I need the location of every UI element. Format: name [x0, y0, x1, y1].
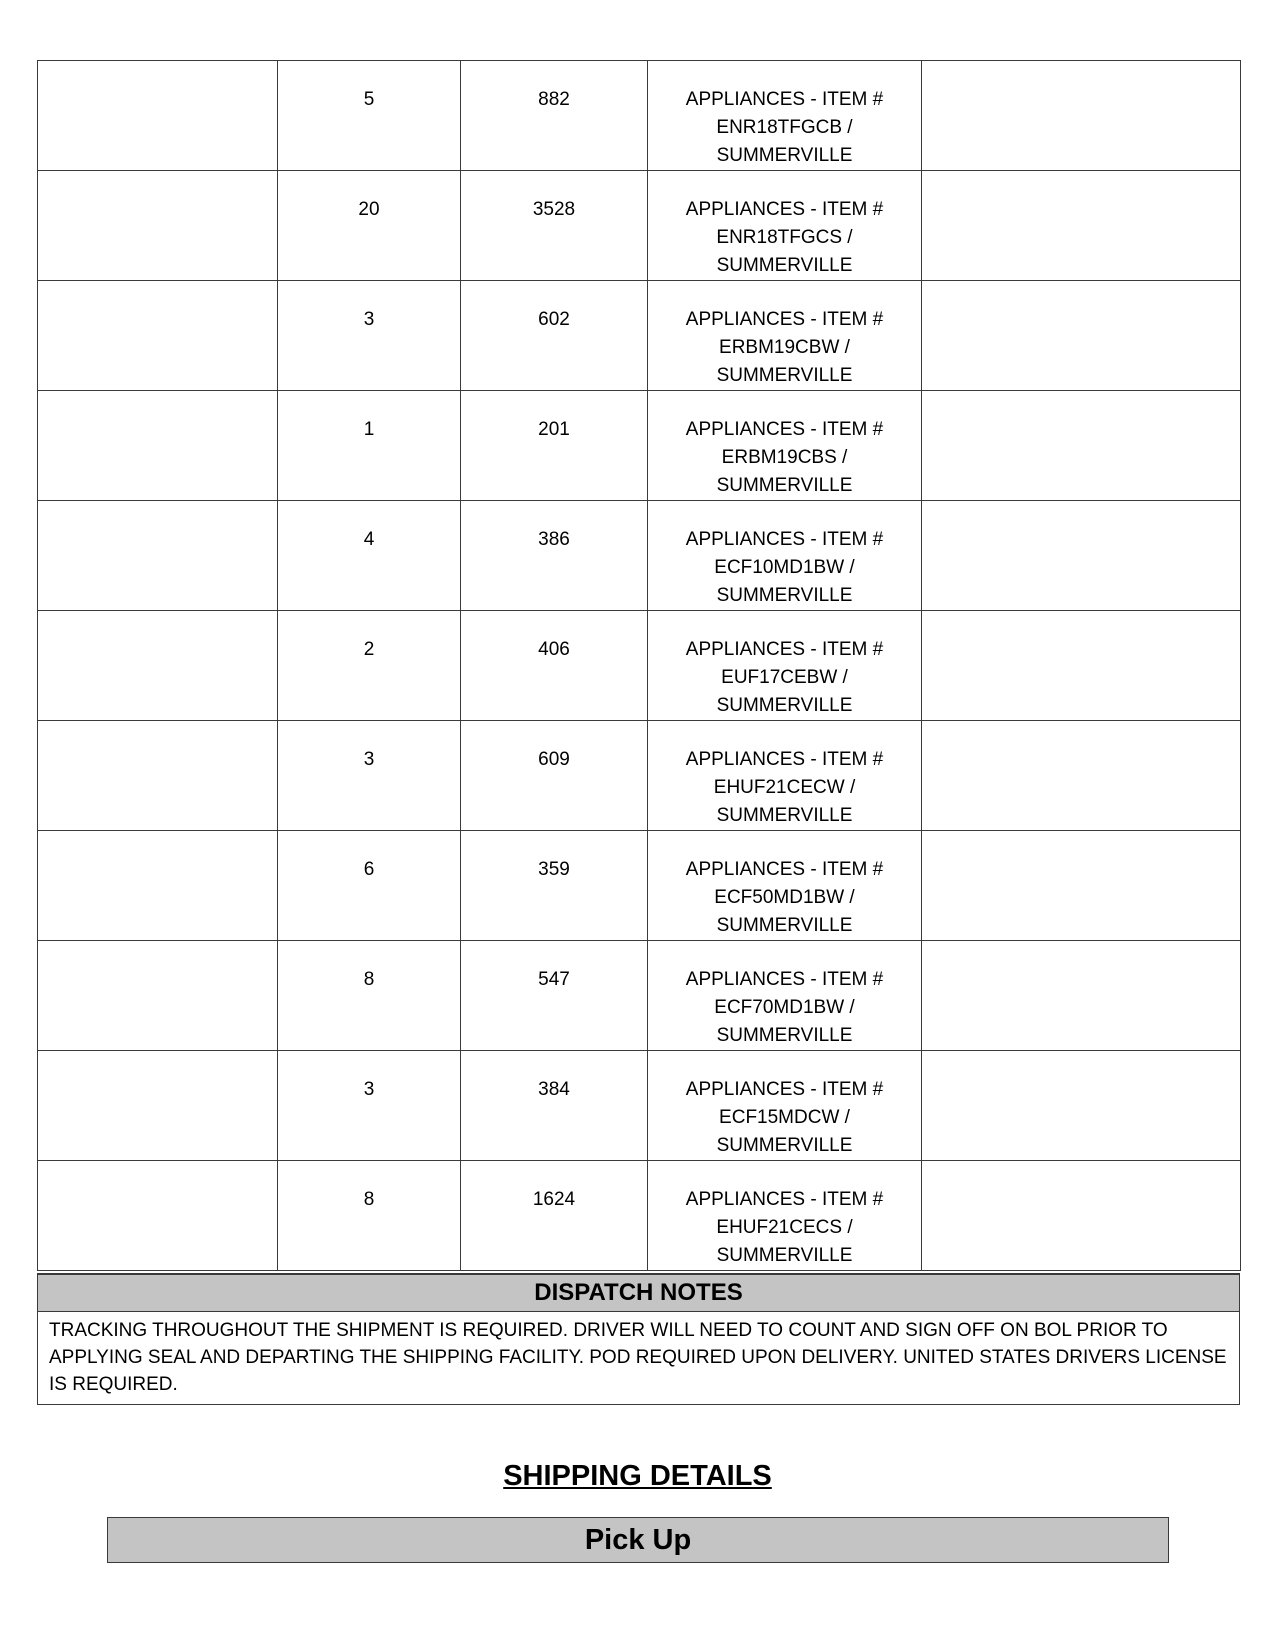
description-line: APPLIANCES - ITEM # [685, 1079, 884, 1100]
table-row [38, 501, 1241, 611]
description-line: APPLIANCES - ITEM # [685, 89, 884, 110]
cell-blank-right-text [922, 281, 1240, 306]
description-line: APPLIANCES - ITEM # [685, 749, 884, 770]
description-lines [648, 391, 921, 500]
cell-blank-left-text [38, 1051, 277, 1076]
cell-weight [461, 611, 648, 721]
cell-description [648, 611, 922, 721]
cell-quantity-text: 4 [363, 529, 375, 550]
cell-quantity-text: 6 [363, 859, 375, 880]
cell-description [648, 501, 922, 611]
table-row [38, 171, 1241, 281]
description-line: SUMMERVILLE [716, 915, 853, 936]
cell-weight-text: 1624 [532, 1189, 576, 1210]
description-line: ECF70MD1BW / [714, 997, 855, 1018]
cell-weight [461, 171, 648, 281]
description-line: APPLIANCES - ITEM # [685, 969, 884, 990]
description-lines [648, 281, 921, 390]
cell-weight-text: 547 [538, 969, 570, 990]
cell-blank-left-text [38, 501, 277, 526]
cell-blank-right-text [922, 61, 1240, 86]
description-lines [648, 61, 921, 170]
dispatch-notes-body: TRACKING THROUGHOUT THE SHIPMENT IS REQUIRED. DRIVER WILL NEED TO COUNT AND SIGN OFF ON BOL PRIOR TO APPLYING SEAL AND DEPARTING THE SHIPPING FACILITY. POD REQUIRED UPON DELIVERY. UNITED STATES DRIVERS LICENSE IS REQUIRED. [49, 1320, 1227, 1395]
table-row [38, 391, 1241, 501]
description-line: ERBM19CBW / [719, 337, 850, 358]
pickup-header: Pick Up [107, 1517, 1169, 1563]
cell-quantity [278, 501, 461, 611]
cell-blank-left-text [38, 611, 277, 636]
cell-blank-right-text [922, 171, 1240, 196]
dispatch-notes-section [37, 1273, 1240, 1405]
description-line: ENR18TFGCS / [716, 227, 853, 248]
description-line: EHUF21CECS / [716, 1217, 853, 1238]
cell-weight [461, 721, 648, 831]
cell-blank-left-text [38, 281, 277, 306]
cell-weight [461, 391, 648, 501]
cell-quantity-text: 3 [363, 309, 375, 330]
cell-quantity [278, 281, 461, 391]
cell-description [648, 171, 922, 281]
cell-description [648, 281, 922, 391]
cell-blank-left-text [38, 61, 277, 86]
cell-blank-right [922, 941, 1241, 1051]
shipping-details-title: SHIPPING DETAILS [503, 1460, 772, 1492]
cell-blank-left [38, 281, 278, 391]
cell-quantity-text: 2 [363, 639, 375, 660]
shipping-details-heading [0, 1458, 1275, 1494]
cell-blank-left [38, 831, 278, 941]
cell-quantity [278, 721, 461, 831]
cell-weight-text: 609 [538, 749, 570, 770]
table-row [38, 61, 1241, 171]
description-line: SUMMERVILLE [716, 805, 853, 826]
description-lines [648, 611, 921, 720]
cell-quantity-text: 5 [363, 89, 375, 110]
cell-blank-right [922, 501, 1241, 611]
cell-blank-right [922, 1051, 1241, 1161]
cell-blank-left-text [38, 1161, 277, 1186]
description-line: SUMMERVILLE [716, 1245, 853, 1266]
cell-weight-text: 3528 [532, 199, 576, 220]
cell-description [648, 1051, 922, 1161]
cell-blank-right [922, 61, 1241, 171]
items-table [37, 60, 1241, 1271]
cell-quantity [278, 831, 461, 941]
cell-blank-right [922, 721, 1241, 831]
cell-weight [461, 1051, 648, 1161]
description-line: APPLIANCES - ITEM # [685, 639, 884, 660]
table-row [38, 831, 1241, 941]
cell-blank-right [922, 281, 1241, 391]
cell-blank-right-text [922, 941, 1240, 966]
cell-blank-left [38, 611, 278, 721]
cell-quantity-text: 8 [363, 1189, 375, 1210]
description-lines [648, 171, 921, 280]
cell-blank-left-text [38, 831, 277, 856]
cell-blank-right-text [922, 501, 1240, 526]
cell-description [648, 941, 922, 1051]
cell-weight [461, 281, 648, 391]
cell-description [648, 1161, 922, 1271]
cell-blank-left [38, 171, 278, 281]
cell-description [648, 391, 922, 501]
cell-blank-right [922, 1161, 1241, 1271]
cell-blank-left [38, 721, 278, 831]
cell-quantity [278, 1161, 461, 1271]
cell-quantity [278, 941, 461, 1051]
cell-blank-left [38, 1051, 278, 1161]
cell-blank-left [38, 1161, 278, 1271]
description-line: ECF50MD1BW / [714, 887, 855, 908]
description-line: EUF17CEBW / [721, 667, 848, 688]
table-row [38, 611, 1241, 721]
description-line: APPLIANCES - ITEM # [685, 199, 884, 220]
cell-blank-left [38, 941, 278, 1051]
cell-blank-right [922, 391, 1241, 501]
description-line: APPLIANCES - ITEM # [685, 1189, 884, 1210]
cell-weight-text: 602 [538, 309, 570, 330]
cell-blank-right-text [922, 611, 1240, 636]
dispatch-notes-title: DISPATCH NOTES [38, 1275, 1239, 1312]
description-line: SUMMERVILLE [716, 475, 853, 496]
description-lines [648, 501, 921, 610]
cell-blank-left-text [38, 171, 277, 196]
cell-weight [461, 831, 648, 941]
cell-quantity-text: 3 [363, 1079, 375, 1100]
table-row [38, 1051, 1241, 1161]
description-line: SUMMERVILLE [716, 585, 853, 606]
cell-weight-text: 384 [538, 1079, 570, 1100]
description-line: SUMMERVILLE [716, 695, 853, 716]
description-line: ECF15MDCW / [719, 1107, 850, 1128]
description-line: SUMMERVILLE [716, 1025, 853, 1046]
description-line: APPLIANCES - ITEM # [685, 529, 884, 550]
cell-blank-left-text [38, 721, 277, 746]
cell-weight-text: 201 [538, 419, 570, 440]
cell-blank-left-text [38, 941, 277, 966]
cell-quantity-text: 20 [358, 199, 380, 220]
cell-weight [461, 1161, 648, 1271]
description-line: SUMMERVILLE [716, 365, 853, 386]
items-table-body [38, 61, 1241, 1271]
description-lines [648, 1051, 921, 1160]
cell-blank-right [922, 171, 1241, 281]
cell-blank-left-text [38, 391, 277, 416]
description-lines [648, 1161, 921, 1270]
cell-weight-text: 406 [538, 639, 570, 660]
cell-blank-left [38, 391, 278, 501]
description-line: ENR18TFGCB / [716, 117, 853, 138]
description-line: APPLIANCES - ITEM # [685, 309, 884, 330]
table-row [38, 281, 1241, 391]
description-line: SUMMERVILLE [716, 145, 853, 166]
cell-weight-text: 386 [538, 529, 570, 550]
cell-blank-right-text [922, 1051, 1240, 1076]
cell-blank-right-text [922, 721, 1240, 746]
cell-weight-text: 359 [538, 859, 570, 880]
description-lines [648, 721, 921, 830]
cell-blank-left [38, 61, 278, 171]
cell-quantity [278, 1051, 461, 1161]
cell-blank-right-text [922, 1161, 1240, 1186]
description-line: EHUF21CECW / [713, 777, 856, 798]
table-row [38, 1161, 1241, 1271]
cell-description [648, 721, 922, 831]
description-line: APPLIANCES - ITEM # [685, 419, 884, 440]
cell-quantity [278, 391, 461, 501]
cell-weight-text: 882 [538, 89, 570, 110]
description-line: SUMMERVILLE [716, 255, 853, 276]
cell-quantity [278, 171, 461, 281]
cell-blank-right-text [922, 831, 1240, 856]
cell-quantity [278, 61, 461, 171]
description-lines [648, 831, 921, 940]
description-line: ECF10MD1BW / [714, 557, 855, 578]
cell-quantity-text: 8 [363, 969, 375, 990]
cell-weight [461, 941, 648, 1051]
cell-description [648, 61, 922, 171]
description-lines [648, 941, 921, 1050]
description-line: SUMMERVILLE [716, 1135, 853, 1156]
cell-quantity [278, 611, 461, 721]
table-row [38, 721, 1241, 831]
cell-blank-right [922, 611, 1241, 721]
cell-weight [461, 61, 648, 171]
cell-blank-left [38, 501, 278, 611]
cell-weight [461, 501, 648, 611]
cell-quantity-text: 3 [363, 749, 375, 770]
cell-description [648, 831, 922, 941]
cell-quantity-text: 1 [363, 419, 375, 440]
table-row [38, 941, 1241, 1051]
cell-blank-right [922, 831, 1241, 941]
description-line: APPLIANCES - ITEM # [685, 859, 884, 880]
cell-blank-right-text [922, 391, 1240, 416]
description-line: ERBM19CBS / [721, 447, 848, 468]
